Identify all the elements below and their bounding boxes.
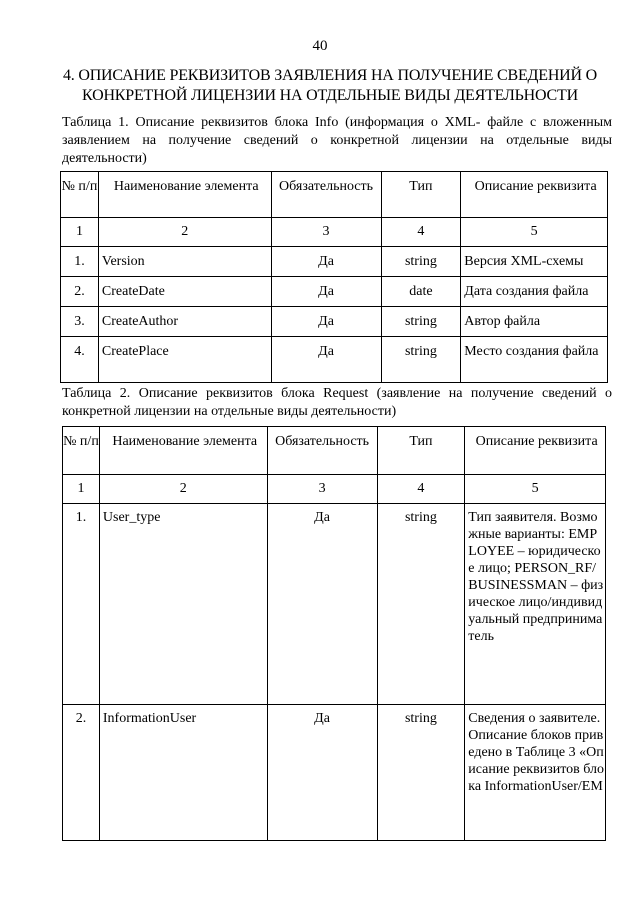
header-type: Тип xyxy=(377,427,465,475)
row-required: Да xyxy=(271,307,381,337)
row-type: date xyxy=(381,277,461,307)
row-required: Да xyxy=(267,504,377,705)
table-row xyxy=(61,337,608,383)
row-desc: Автор файла xyxy=(461,307,608,337)
table-row xyxy=(63,504,606,705)
row-num: 1. xyxy=(61,247,99,277)
header-desc: Описание реквизита xyxy=(461,172,608,218)
row-name: CreatePlace xyxy=(98,337,271,383)
row-num: 3. xyxy=(61,307,99,337)
header-name: Наименование элемента xyxy=(98,172,271,218)
row-name: CreateDate xyxy=(98,277,271,307)
table1 xyxy=(60,171,608,383)
index-cell: 1 xyxy=(63,475,100,504)
row-num: 2. xyxy=(63,705,100,841)
row-name: User_type xyxy=(99,504,267,705)
table2-index-row xyxy=(63,475,606,504)
table2-header-row xyxy=(63,427,606,475)
section-heading: 4. ОПИСАНИЕ РЕКВИЗИТОВ ЗАЯВЛЕНИЯ НА ПОЛУЧЕНИЕ СВЕДЕНИЙ О КОНКРЕТНОЙ ЛИЦЕНЗИИ НА ОТДЕЛЬНЫЕ ВИДЫ ДЕЯТЕЛЬНОСТИ xyxy=(62,67,598,104)
row-type: string xyxy=(377,504,465,705)
row-desc: Место создания файла xyxy=(461,337,608,383)
index-cell: 3 xyxy=(271,218,381,247)
row-desc: Сведения о заявителе. Описание блоков приведено в Таблице 3 «Описание реквизитов блока InformationUser/EM xyxy=(465,705,606,841)
header-desc: Описание реквизита xyxy=(465,427,606,475)
index-cell: 5 xyxy=(465,475,606,504)
row-required: Да xyxy=(271,277,381,307)
index-cell: 3 xyxy=(267,475,377,504)
row-name: InformationUser xyxy=(99,705,267,841)
index-cell: 1 xyxy=(61,218,99,247)
header-required: Обязательность xyxy=(271,172,381,218)
index-cell: 4 xyxy=(381,218,461,247)
index-cell: 2 xyxy=(98,218,271,247)
index-cell: 4 xyxy=(377,475,465,504)
row-desc: Версия XML-схемы xyxy=(461,247,608,277)
header-required: Обязательность xyxy=(267,427,377,475)
page-number: 40 xyxy=(312,38,328,54)
row-num: 1. xyxy=(63,504,100,705)
row-type: string xyxy=(381,307,461,337)
row-required: Да xyxy=(271,247,381,277)
row-required: Да xyxy=(271,337,381,383)
index-cell: 2 xyxy=(99,475,267,504)
table1-caption: Таблица 1. Описание реквизитов блока Info (информация о XML- файле с вложенным заявлением на получение сведений о конкретной лицензии на отдельные виды деятельности) xyxy=(62,115,612,166)
row-type: string xyxy=(381,337,461,383)
table1-header-row xyxy=(61,172,608,218)
index-cell: 5 xyxy=(461,218,608,247)
row-name: Version xyxy=(98,247,271,277)
row-name: CreateAuthor xyxy=(98,307,271,337)
table2 xyxy=(62,426,606,841)
table-row xyxy=(63,705,606,841)
table-row xyxy=(61,277,608,307)
header-type: Тип xyxy=(381,172,461,218)
table-row xyxy=(61,307,608,337)
row-desc: Тип заявителя. Возможные варианты: EMPLOYEE – юридическое лицо; PERSON_RF/BUSINESSMAN – физическое лицо/индивидуальный предприниматель xyxy=(465,504,606,705)
table-row xyxy=(61,247,608,277)
row-desc: Дата создания файла xyxy=(461,277,608,307)
row-num: 4. xyxy=(61,337,99,383)
header-num: № п/п xyxy=(61,172,99,218)
row-type: string xyxy=(381,247,461,277)
row-required: Да xyxy=(267,705,377,841)
row-type: string xyxy=(377,705,465,841)
header-num: № п/п xyxy=(63,427,100,475)
row-num: 2. xyxy=(61,277,99,307)
table2-caption: Таблица 2. Описание реквизитов блока Request (заявление на получение сведений о конкретной лицензии на отдельные виды деятельности) xyxy=(62,386,612,419)
header-name: Наименование элемента xyxy=(99,427,267,475)
table1-index-row xyxy=(61,218,608,247)
